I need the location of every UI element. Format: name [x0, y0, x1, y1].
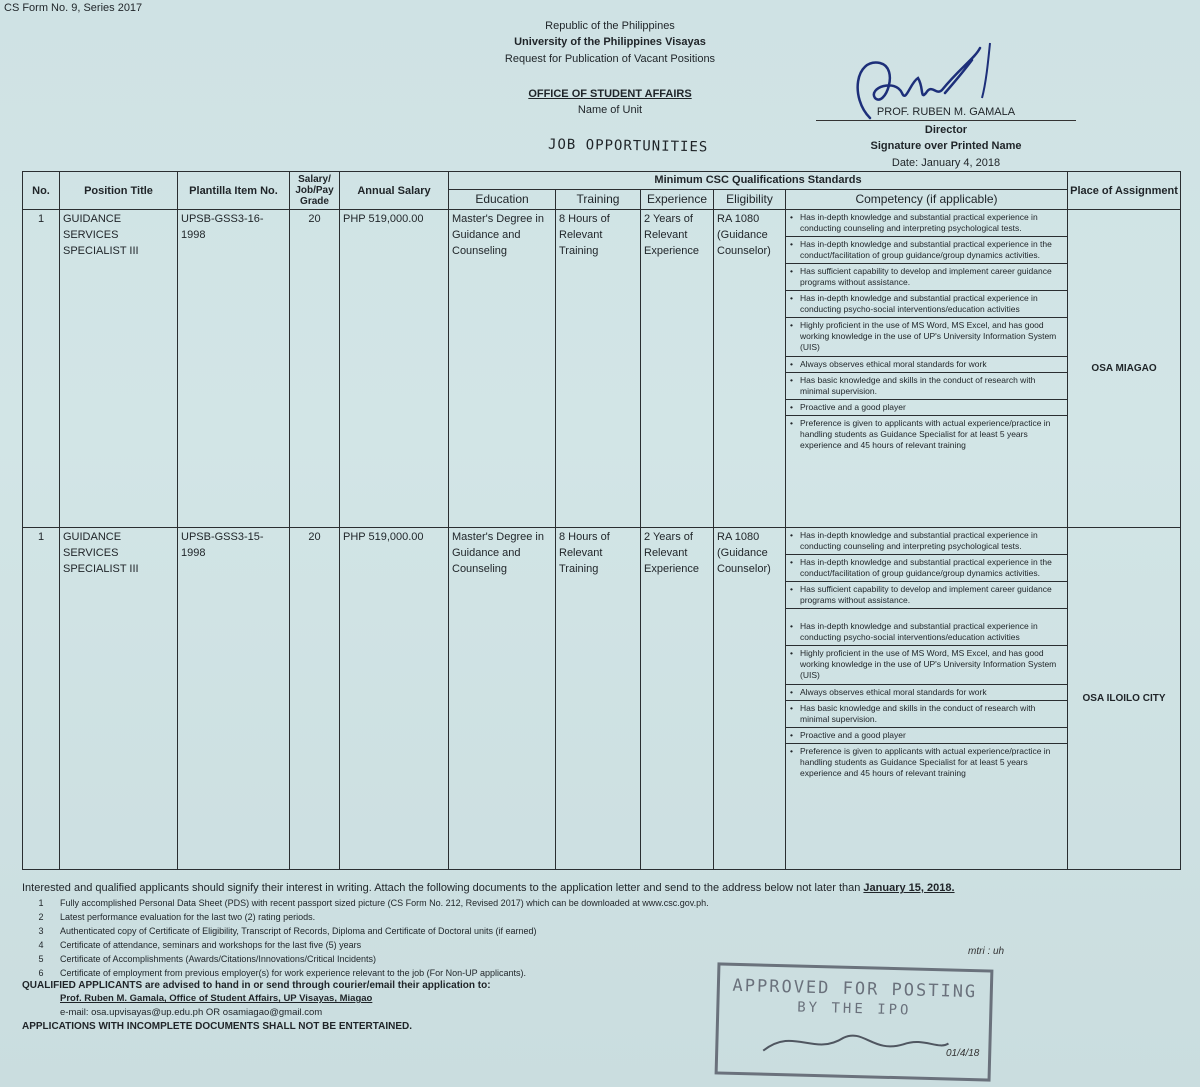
qualified-note: QUALIFIED APPLICANTS are advised to hand in or send through courier/email their application to: [22, 980, 491, 991]
signatory-title: Director [924, 124, 968, 136]
list-item: • Has in-depth knowledge and substantial practical experience in conducting counseling and interpreting psychological tests. [786, 528, 1067, 555]
row-grade: 20 [290, 210, 340, 528]
competency-list [786, 528, 1067, 781]
row-no: 1 [23, 528, 60, 870]
requirement-item: 3 Authenticated copy of Certificate of Eligibility, Transcript of Records, Diploma and Certificate of Doctoral units (if earned) [38, 926, 537, 936]
list-item: • Proactive and a good player [786, 400, 1067, 416]
list-item: • Always observes ethical moral standards for work [786, 357, 1067, 373]
approval-stamp [715, 962, 994, 1081]
col-competency: Competency (if applicable) [786, 189, 1068, 209]
contact-address: Prof. Ruben M. Gamala, Office of Student Affairs, UP Visayas, Miagao [60, 993, 373, 1004]
row-experience: 2 Years of Relevant Experience [641, 528, 714, 870]
requirement-item: 4 Certificate of attendance, seminars and workshops for the last five (5) years [38, 940, 362, 950]
list-item: • Preference is given to applicants with actual experience/practice in handling students as Guidance Specialist for at least 5 years experience and 45 hours of relevant training [790, 417, 1051, 450]
unit-name: OFFICE OF STUDENT AFFAIRS [528, 88, 692, 100]
row-competency [786, 528, 1068, 870]
col-plantilla: Plantilla Item No. [178, 172, 290, 210]
contact-email: e-mail: osa.upvisayas@up.edu.ph OR osamiagao@gmail.com [60, 1007, 323, 1018]
row-education: Master's Degree in Guidance and Counseling [449, 528, 556, 870]
col-experience: Experience [641, 189, 714, 209]
col-grade: Salary/ Job/Pay Grade [290, 172, 340, 210]
table-row [23, 528, 1181, 870]
row-no: 1 [23, 210, 60, 528]
header-line-3: Request for Publication of Vacant Positions [504, 53, 716, 65]
list-item: • Has sufficient capability to develop and implement career guidance programs without assistance. [786, 264, 1067, 291]
signatory-name: PROF. RUBEN M. GAMALA [816, 106, 1076, 121]
col-place: Place of Assignment [1068, 172, 1181, 210]
row-eligibility: RA 1080 (Guidance Counselor) [714, 528, 786, 870]
stamp-line-1: APPROVED FOR POSTING [732, 975, 978, 1003]
handwritten-note: mtri : uh [968, 946, 1005, 957]
row-position: GUIDANCE SERVICES SPECIALIST III [60, 210, 178, 528]
list-item: • Has in-depth knowledge and substantial practical experience in conducting psycho-social interventions/education activities [786, 291, 1067, 318]
col-salary: Annual Salary [340, 172, 449, 210]
stamp-line-2: BY THE IPO [796, 999, 912, 1019]
row-grade: 20 [290, 528, 340, 870]
row-plantilla: UPSB-GSS3-16-1998 [178, 210, 290, 528]
col-position: Position Title [60, 172, 178, 210]
row-salary: PHP 519,000.00 [340, 528, 449, 870]
col-training: Training [556, 189, 641, 209]
row-eligibility: RA 1080 (Guidance Counselor) [714, 210, 786, 528]
stamp-signature-icon [753, 1020, 954, 1065]
list-item: • Highly proficient in the use of MS Word, MS Excel, and has good working knowledge in the use of UP's University Information System (UIS) [786, 646, 1067, 684]
table-row [23, 210, 1181, 528]
row-salary: PHP 519,000.00 [340, 210, 449, 528]
row-education: Master's Degree in Guidance and Counseling [449, 210, 556, 528]
list-item: • Always observes ethical moral standards for work [786, 685, 1067, 701]
list-item: • Has in-depth knowledge and substantial practical experience in the conduct/facilitation of group guidance/group dynamics activities. [786, 555, 1067, 582]
requirement-item: 1 Fully accomplished Personal Data Sheet (PDS) with recent passport sized picture (CS Form No. 212, Revised 2017) which can be downloaded at www.csc.gov.ph. [38, 898, 709, 908]
col-no: No. [23, 172, 60, 210]
requirement-item: 2 Latest performance evaluation for the last two (2) rating periods. [38, 912, 316, 922]
signature-label: Signature over Printed Name [870, 140, 1022, 152]
footer-intro: Interested and qualified applicants should signify their interest in writing. Attach the following documents to the application letter and send to the address below not later than January 15, 2018. [22, 882, 955, 894]
list-item: • Has in-depth knowledge and substantial practical experience in conducting psycho-social interventions/education activities [786, 609, 1067, 646]
list-item: • Has sufficient capability to develop and implement career guidance programs without assistance. [786, 582, 1067, 609]
header-line-2: University of the Philippines Visayas [514, 36, 706, 48]
list-item: • Has in-depth knowledge and substantial practical experience in the conduct/facilitation of group guidance/group dynamics activities. [786, 237, 1067, 264]
list-item: • Highly proficient in the use of MS Word, MS Excel, and has good working knowledge in the use of UP's University Information System (UIS) [786, 318, 1067, 356]
handwritten-title: JOB OPPORTUNITIES [547, 136, 709, 156]
col-csc: Minimum CSC Qualifications Standards [449, 172, 1068, 190]
competency-list [786, 210, 1067, 453]
header-line-1: Republic of the Philippines [545, 20, 675, 32]
requirement-item: 5 Certificate of Accomplishments (Awards/Citations/Innovations/Critical Incidents) [38, 954, 376, 964]
form-number: CS Form No. 9, Series 2017 [4, 2, 143, 14]
list-item: • Has basic knowledge and skills in the conduct of research with minimal supervision. [786, 373, 1067, 400]
unit-label: Name of Unit [577, 104, 643, 116]
col-eligibility: Eligibility [714, 189, 786, 209]
col-education: Education [449, 189, 556, 209]
row-place: OSA ILOILO CITY [1068, 528, 1181, 870]
list-item: • Has basic knowledge and skills in the conduct of research with minimal supervision. [786, 701, 1067, 728]
requirement-item: 6 Certificate of employment from previous employer(s) for work experience relevant to the job (For Non-UP applicants). [38, 968, 527, 978]
signature-icon [840, 38, 1000, 138]
row-plantilla: UPSB-GSS3-15-1998 [178, 528, 290, 870]
row-experience: 2 Years of Relevant Experience [641, 210, 714, 528]
signature-date: Date: January 4, 2018 [891, 157, 1001, 169]
deadline: January 15, 2018. [863, 882, 955, 894]
warning-note: APPLICATIONS WITH INCOMPLETE DOCUMENTS SHALL NOT BE ENTERTAINED. [22, 1021, 412, 1032]
row-position: GUIDANCE SERVICES SPECIALIST III [60, 528, 178, 870]
list-item: • Proactive and a good player [786, 728, 1067, 744]
vacancy-table [22, 171, 1181, 870]
row-training: 8 Hours of Relevant Training [556, 210, 641, 528]
row-training: 8 Hours of Relevant Training [556, 528, 641, 870]
row-competency [786, 210, 1068, 528]
footer-instructions [22, 882, 1180, 1032]
row-place: OSA MIAGAO [1068, 210, 1181, 528]
list-item: • Has in-depth knowledge and substantial practical experience in conducting counseling and interpreting psychological tests. [786, 210, 1067, 237]
list-item: • Preference is given to applicants with actual experience/practice in handling students as Guidance Specialist for at least 5 years experience and 45 hours of relevant training [790, 745, 1051, 778]
handwritten-date: 01/4/18 [946, 1048, 980, 1059]
